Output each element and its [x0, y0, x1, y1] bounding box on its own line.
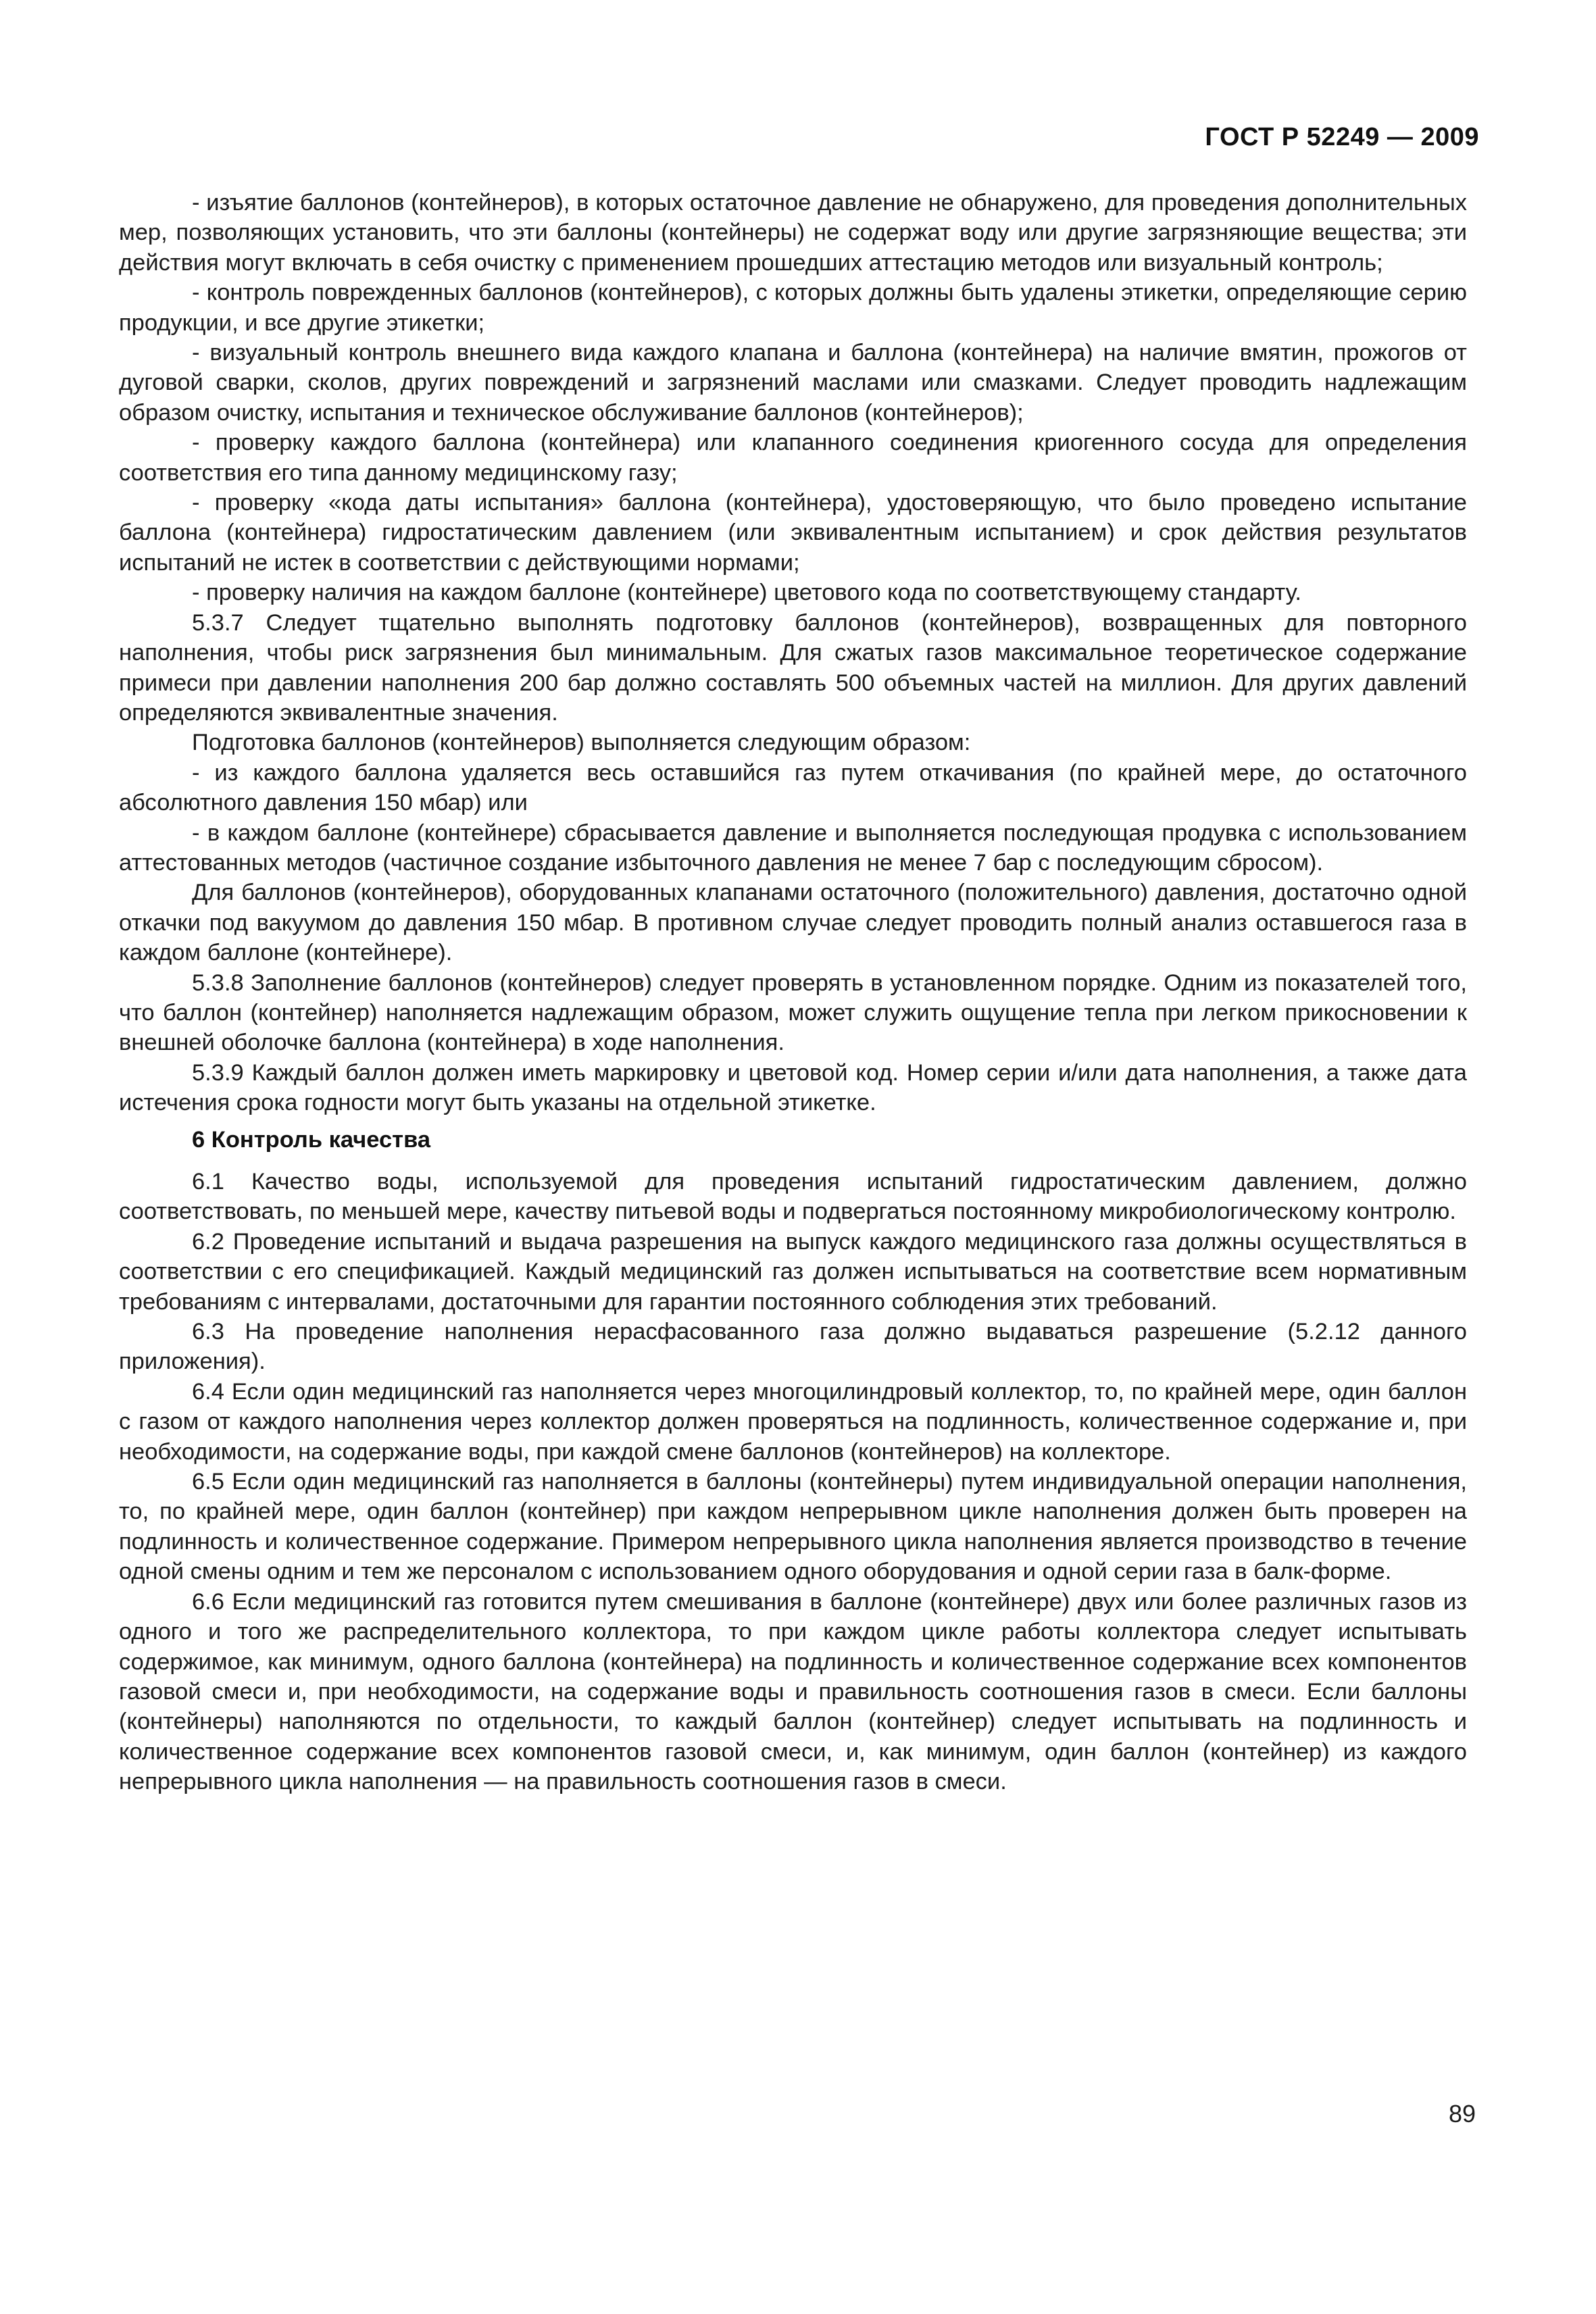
paragraph: Для баллонов (контейнеров), оборудованных клапанами остаточного (положительного) давления, достаточно одной откачки под вакуумом до давления 150 мбар. В противном случае следует проводить полный анализ оставшегося газа в каждом баллоне (контейнере). [119, 880, 1467, 966]
list-item: - проверку «кода даты испытания» баллона (контейнера), удостоверяющую, что было проведено испытание баллона (контейнера) гидростатическим давлением (или эквивалентным испытанием) и срок действия результатов испытаний не истек в соответствии с действующими нормами; [119, 490, 1467, 576]
document-code-header: ГОСТ Р 52249 — 2009 [1205, 123, 1479, 151]
list-item: - изъятие баллонов (контейнеров), в которых остаточное давление не обнаружено, для проведения дополнительных мер, позволяющих установить, что эти баллоны (контейнеры) не содержат воду или другие загрязняющие вещества; эти действия могут включать в себя очистку с применением прошедших аттестацию методов или визуальный контроль; [119, 190, 1467, 276]
clause-5-3-9: 5.3.9 Каждый баллон должен иметь маркировку и цветовой код. Номер серии и/или дата наполнения, а также дата истечения срока годности могут быть указаны на отдельной этикетке. [119, 1059, 1467, 1116]
clause-5-3-7: 5.3.7 Следует тщательно выполнять подготовку баллонов (контейнеров), возвращенных для повторного наполнения, чтобы риск загрязнения был минимальным. Для сжатых газов максимальное теоретическое содержание примеси при давлении наполнения 200 бар должно составлять 500 объемных частей на миллион. Для других давлений определяются эквивалентные значения. [119, 609, 1467, 726]
paragraph: Подготовка баллонов (контейнеров) выполняется следующим образом: [192, 730, 971, 756]
clause-6-4: 6.4 Если один медицинский газ наполняется через многоцилиндровый коллектор, то, по крайней мере, один баллон с газом от каждого наполнения через коллектор должен проверяться на подлинность, количественное содержание и, при необходимости, на содержание воды, при каждой смене баллонов (контейнеров) на коллекторе. [119, 1378, 1467, 1465]
list-item: - проверку наличия на каждом баллоне (контейнере) цветового кода по соответствующему стандарту. [192, 580, 1301, 606]
list-item: - контроль поврежденных баллонов (контейнеров), с которых должны быть удалены этикетки, определяющие серию продукции, и все другие этикетки; [119, 280, 1467, 336]
document-body [119, 188, 1467, 1797]
clause-6-3: 6.3 На проведение наполнения нерасфасованного газа должно выдаваться разрешение (5.2.12 данного приложения). [119, 1319, 1467, 1375]
section-heading: 6 Контроль качества [192, 1126, 431, 1153]
clause-5-3-8: 5.3.8 Заполнение баллонов (контейнеров) следует проверять в установленном порядке. Одним из показателей того, что баллон (контейнер) наполняется надлежащим образом, может служить ощущение тепла при легком прикосновении к внешней оболочке баллона (контейнера) в ходе наполнения. [119, 970, 1467, 1056]
page-number: 89 [1448, 2100, 1476, 2128]
clause-6-1: 6.1 Качество воды, используемой для проведения испытаний гидростатическим давлением, должно соответствовать, по меньшей мере, качеству питьевой воды и подвергаться постоянному микробиологическому контролю. [119, 1169, 1467, 1225]
list-item: - визуальный контроль внешнего вида каждого клапана и баллона (контейнера) на наличие вмятин, прожогов от дуговой сварки, сколов, других повреждений и загрязнений маслами или смазками. Следует проводить надлежащим образом очистку, испытания и техническое обслуживание баллонов (контейнеров); [119, 340, 1467, 426]
list-item: - из каждого баллона удаляется весь оставшийся газ путем откачивания (по крайней мере, до остаточного абсолютного давления 150 мбар) или [119, 759, 1467, 816]
list-item: - в каждом баллоне (контейнере) сбрасывается давление и выполняется последующая продувка с использованием аттестованных методов (частичное создание избыточного давления не менее 7 бар с последующим сбросом). [119, 820, 1467, 876]
clause-6-6: 6.6 Если медицинский газ готовится путем смешивания в баллоне (контейнере) двух или более различных газов из одного и того же распределительного коллектора, то при каждом цикле работы коллектора следует испытывать содержимое, как минимум, одного баллона (контейнера) на подлинность и количественное содержание всех компонентов газовой смеси и, при необходимости, на содержание воды и правильность соотношения газов в смеси. Если баллоны (контейнеры) наполняются по отдельности, то каждый баллон (контейнер) следует испытывать на подлинность и количественное содержание всех компонентов газовой смеси, и, как минимум, один баллон (контейнер) из каждого непрерывного цикла наполнения — на правильность соотношения газов в смеси. [119, 1588, 1467, 1795]
list-item: - проверку каждого баллона (контейнера) или клапанного соединения криогенного сосуда для определения соответствия его типа данному медицинскому газу; [119, 430, 1467, 486]
clause-6-5: 6.5 Если один медицинский газ наполняется в баллоны (контейнеры) путем индивидуальной операции наполнения, то, по крайней мере, один баллон (контейнер) при каждом непрерывном цикле наполнения должен быть проверен на подлинность и количественное содержание. Примером непрерывного цикла наполнения является производство в течение одной смены одним и тем же персоналом с использованием одного оборудования и одной серии газа в балк-форме. [119, 1469, 1467, 1585]
clause-6-2: 6.2 Проведение испытаний и выдача разрешения на выпуск каждого медицинского газа должны осуществляться в соответствии с его спецификацией. Каждый медицинский газ должен испытываться на соответствие всем нормативным требованиям с интервалами, достаточными для гарантии постоянного соблюдения этих требований. [119, 1228, 1467, 1315]
